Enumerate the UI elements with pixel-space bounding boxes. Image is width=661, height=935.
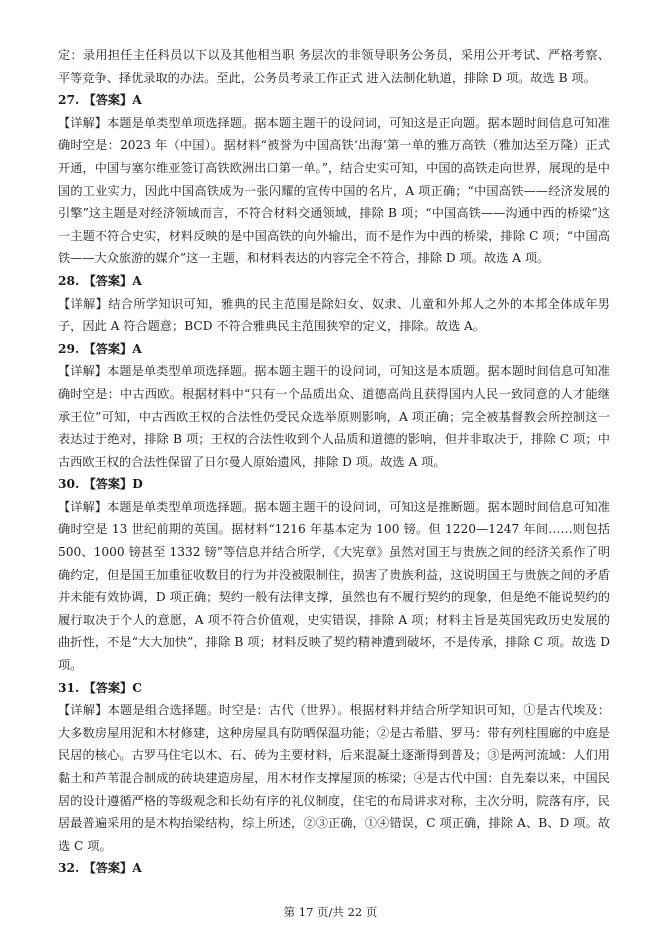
answer-28: 28. 【答案】A xyxy=(58,273,142,288)
detail-30: 【详解】本题是单类型单项选择题。据本题主题干的设问词，可知这是推断题。据本题时间信息可知准确时空是 13 世纪前期的英国。据材料“1216 年基本定为 100 镑。但 1220—1247 年间……则包括 500、1000 镑甚至 1332 镑”等信息并结合所学，《大宪章》虽然对国王与贵族之间的经济关系作了明确约定，但是国王加重征收数目的行为并没被限制住，损害了贵族利益，这说明国王与贵族之间的矛盾并未能有效协调，D 项正确；契约一般有法律支撑，虽然也有不履行契约的现象，但是绝不能说契约的履行取决于个人的意愿，A 项不符合价值观，史实错误，排除 A 项；材料主旨是英国宪政历史发展的曲折性，不是“大大加快”，排除 B 项；材料反映了契约精神遭到破坏，不是传承，排除 C 项。故选 D 项。 xyxy=(58,499,610,673)
intro-paragraph: 定：录用担任主任科员以下以及其他相当职 务层次的非领导职务公务员，采用公开考试、严格考察、平等竞争、择优录取的办法。至此，公务员考录工作正式 进入法制化轨道，排除 D 项。故选 B 项。 xyxy=(58,48,610,85)
detail-31: 【详解】本题是组合选择题。时空是：古代（世界）。根据材料并结合所学知识可知，①是古代埃及：大多数房屋用泥和木材修建，这种房屋具有防晒保温功能；②是古希腊、罗马：带有列柱围廊的中庭是民居的核心。古罗马住宅以木、石、砖为主要材料，后来混凝土逐渐得到普及；③是两河流域：人们用黏土和芦苇混合制成的砖块建造房屋，用木材作支撑屋顶的栋梁；④是古代中国：自先秦以来，中国民居的设计遵循严格的等级观念和长幼有序的礼仪制度，住宅的布局讲求对称，主次分明，院落有序，民居最普遍采用的是木构抬梁结构，综上所述，②③正确，①④错误，C 项正确，排除 A、B、D 项。故选 C 项。 xyxy=(58,703,610,853)
detail-27: 【详解】本题是单类型单项选择题。据本题主题干的设问词，可知这是正向题。据本题时间信息可知准确时空是：2023 年（中国）。据材料“被誉为中国高铁‘出海’第一单的雅万高铁（雅加达至万隆）正式开通，中国与塞尔维亚签订高铁欧洲出口第一单。”，结合史实可知，中国的高铁走向世界，展现的是中国的工业实力，因此中国高铁成为一张闪耀的宣传中国的名片，A 项正确；“中国高铁——经济发展的引擎”这主题是对经济领域而言，不符合材料交通领域，排除 B 项；“中国高铁——沟通中西的桥梁”这一主题不符合史实，材料反映的是中国高铁的向外输出，而不是作为中西的桥梁，排除 C 项；“中国高铁——大众旅游的媒介”这一主题，和材料表达的内容完全不符合，排除 D 项。故选 A 项。 xyxy=(58,115,610,266)
detail-29: 【详解】本题是单类型单项选择题。据本题主题干的设问词，可知这是本质题。据本题时间信息可知准确时空是：中古西欧。根据材料中“只有一个品质出众、道德高尚且获得国内人民一致同意的人才能继承王位”可知，中古西欧王权的合法性仍受民众选举原则影响，A 项正确；完全被基督教会所控制这一表达过于绝对，排除 B 项；王权的合法性收到个人品质和道德的影响，但并非取决于，排除 C 项；中古西欧王权的合法性保留了日尔曼人原始遗风，排除 D 项。故选 A 项。 xyxy=(58,364,610,469)
page-number: 第 17 页/共 22 页 xyxy=(283,905,378,919)
answer-29: 29. 【答案】A xyxy=(58,341,142,356)
answer-30: 30. 【答案】D xyxy=(58,477,143,492)
answer-31: 31. 【答案】C xyxy=(58,680,142,695)
answer-32: 32. 【答案】A xyxy=(58,861,142,876)
detail-28: 【详解】结合所学知识可知，雅典的民主范围是除妇女、奴隶、儿童和外邦人之外的本邦全体成年男子，因此 A 符合题意；BCD 不符合雅典民主范围狭窄的定义，排除。故选 A。 xyxy=(58,296,610,334)
document-body xyxy=(58,44,610,880)
answer-27: 27. 【答案】A xyxy=(58,93,142,108)
